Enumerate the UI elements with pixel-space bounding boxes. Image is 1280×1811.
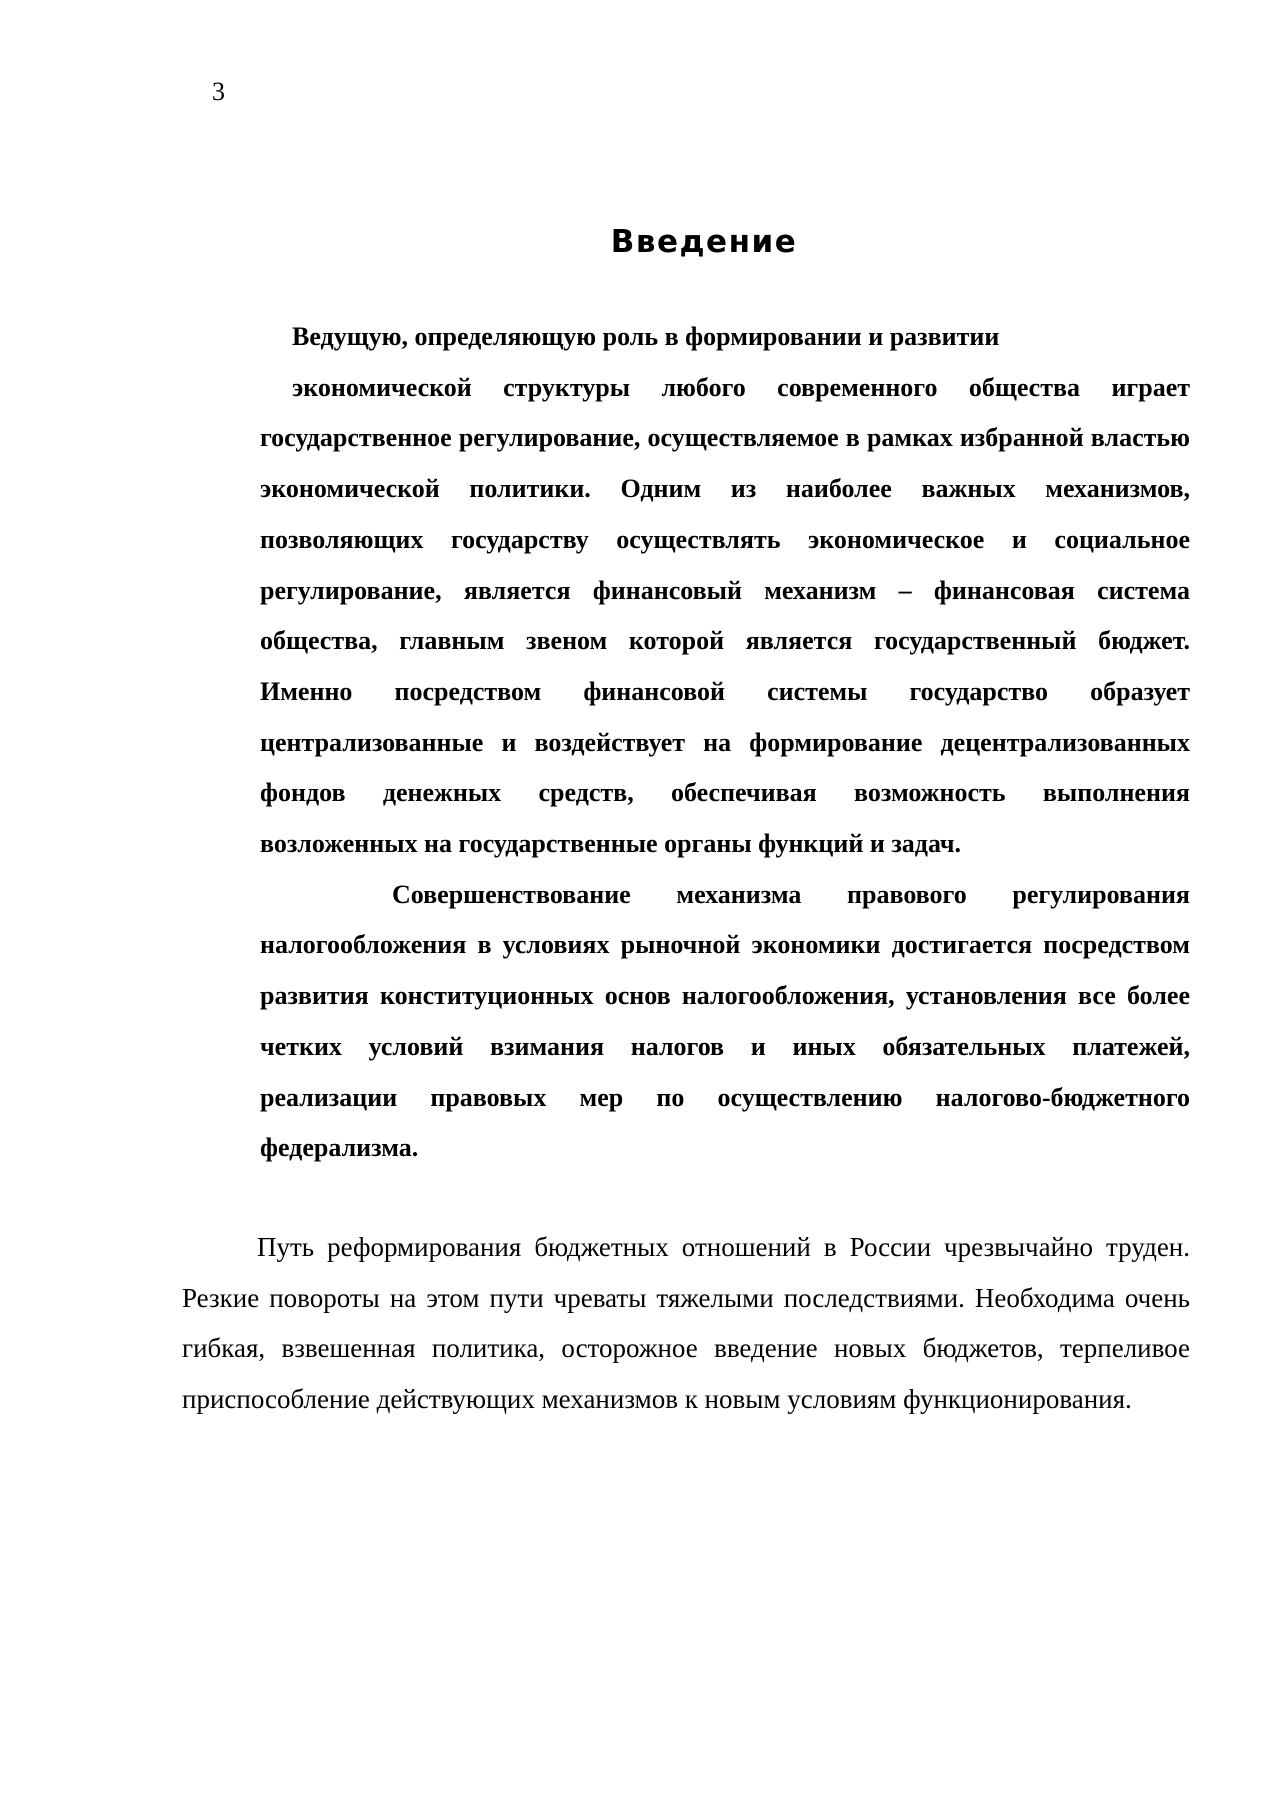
paragraph-1-first-line: Ведущую, определяющую роль в формировании и развитии: [292, 322, 1000, 351]
page-title: Введение: [610, 224, 798, 260]
page-number: 3: [212, 77, 225, 106]
paragraph-3: Путь реформирования бюджетных отношений в России чрезвычайно труден. Резкие повороты на этом пути чреваты тяжелыми последствиями. Необходима очень гибкая, взвешенная политика, осторожное введение новых бюджетов, терпеливое приспособление действующих механизмов к новым условиям функционирования.: [182, 1232, 1190, 1414]
bold-intro-block: [260, 312, 1190, 1174]
regular-text-block: [182, 1222, 1190, 1424]
paragraph-1-body: экономической структуры любого современного общества играет государственное регулирование, осуществляемое в рамках избранной властью экономической политики. Одним из наиболее важных механизмов, позволяющих государству осуществлять экономическое и социальное регулирование, является финансовый механизм – финансовая система общества, главным звеном которой является государственный бюджет. Именно посредством финансовой системы государство образует централизованные и воздействует на формирование децентрализованных фондов денежных средств, обеспечивая возможность выполнения возложенных на государственные органы функций и задач.: [260, 372, 1190, 859]
paragraph-2: Совершенствование механизма правового регулирования налогообложения в условиях рыночной экономики достигается посредством развития конституционных основ налогообложения, установления все более четких условий взимания налогов и иных обязательных платежей, реализации правовых мер по осуществлению налогово-бюджетного федерализма.: [260, 879, 1190, 1163]
